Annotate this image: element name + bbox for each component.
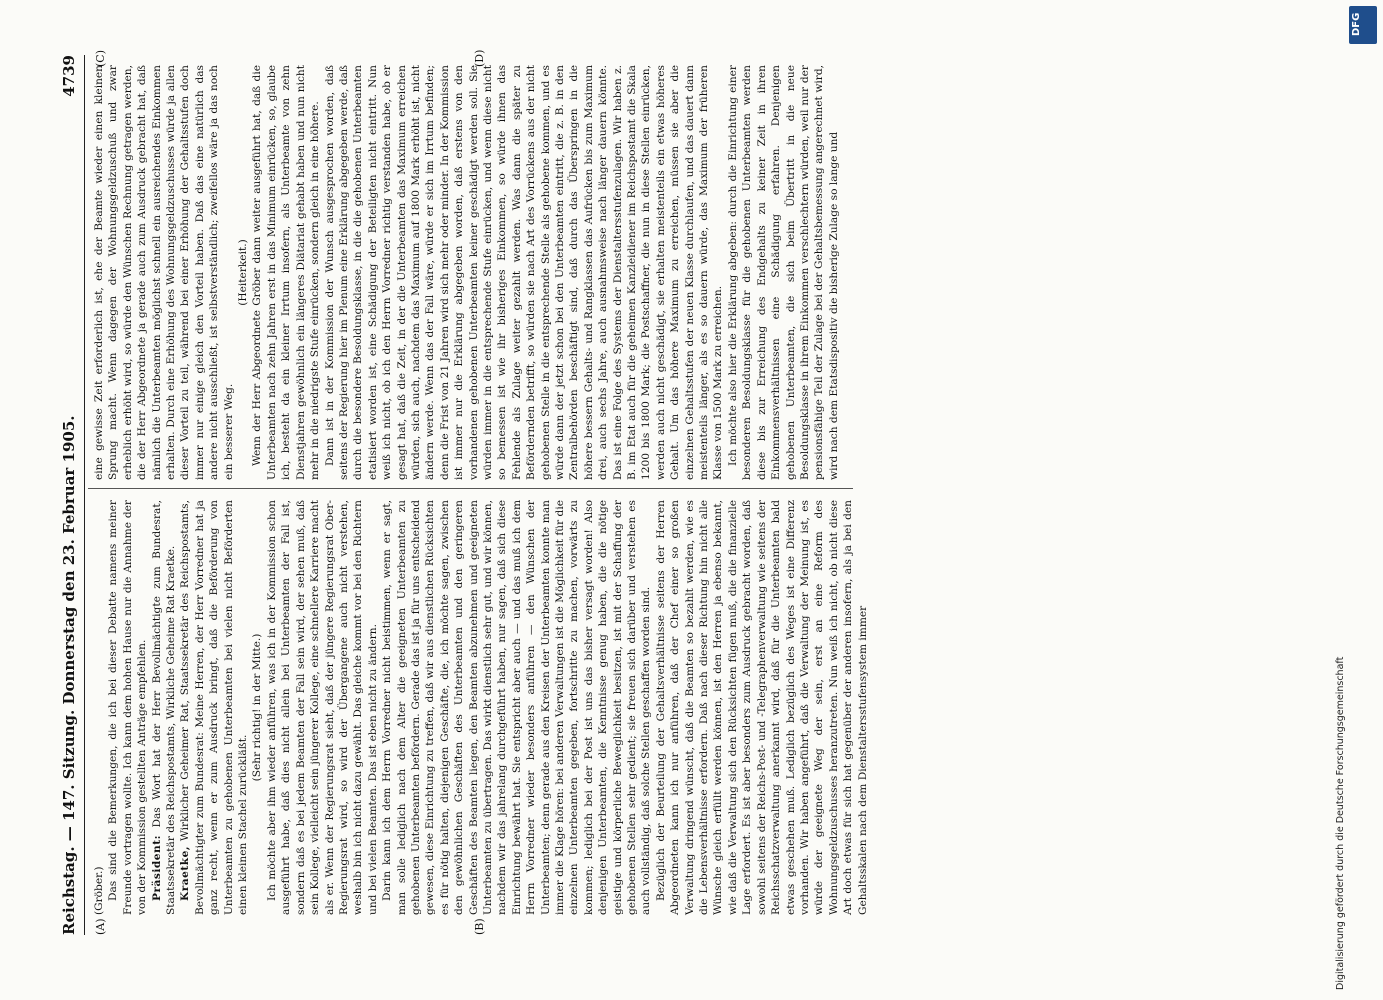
paragraph: Ich möchte aber ihm wieder anführen, was ich in der Kommission schon ausgeführt habe, daß dies nicht allein bei Unterbeamten der Fall ist, sondern daß es bei jedem Beamten der Fall sein wird, der sehen muß, daß sein Kollege, vielleicht sein jüngerer Kollege, eine schnellere Karriere macht als er. Wenn der Regierungsrat sieht, daß der jüngere Regierungsrat Ober-Regierungsrat wird, so wird der Übergangene auch nicht verstehen, weshalb bin ich nicht dazu gewählt. Das gleiche kommt vor bei den Richtern und bei vielen Beamten. Das ist eben nicht zu ändern. bbox=[265, 500, 379, 915]
paragraph-text: Wirklicher Geheimer Rat, Staatssekretär des Reichspostamts, Bevollmächtigter zum Bundesrat: Meine Herren, der Herr Vorredner hat ja ganz recht, wenn er zum Ausdruck bringt, daß die Beförderung von Unterbeamten zu gehobenen Unterbeamten bei vielen nicht Beförderten einen kleinen Stachel zurückläßt. bbox=[179, 500, 250, 915]
paragraph-praesident bbox=[150, 500, 179, 915]
interjection: (Sehr richtig! in der Mitte.) bbox=[251, 633, 264, 782]
dfg-logo bbox=[1349, 6, 1377, 44]
margin-marker-d: (D) bbox=[473, 49, 486, 67]
margin-marker-b: (B) bbox=[473, 918, 486, 935]
left-column bbox=[92, 500, 869, 915]
paragraph: Das sind die Bemerkungen, die ich bei dieser Debatte namens meiner Freunde vortragen wollte. Ich kann dem hohen Hause nur die Annahme der von der Kommission gestellten Anträge empfehlen. bbox=[107, 500, 149, 915]
paragraph-kraetke bbox=[178, 500, 250, 915]
rotated-page-content bbox=[58, 49, 869, 935]
paragraph: eine gewisse Zeit erforderlich ist, ehe der Beamte wieder einen kleinen Sprung macht. Wenn dagegen der Wohnungsgeldzuschuß und zwar erheblich erhöht wird, so würde den Wünschen Rechnung getragen werden, die der Herr Abgeordnete ja gerade auch zum Ausdruck gebracht hat, daß nämlich die Unterbeamten möglichst schnell ein ausreichendes Einkommen erhalten. Durch eine Erhöhung des Wohnungsgeldzuschusses würde ja allen dieser Vorteil zu teil, während bei einer Erhöhung der Gehaltsstufen doch immer nur einige gleich den Vorteil haben. Daß das eine natürlich das andere nicht ausschließt, ist selbstverständlich; zweifellos wäre ja das noch ein besserer Weg. bbox=[93, 65, 235, 480]
speaker-name: Kraetke, bbox=[179, 845, 192, 901]
paragraph: Ich möchte also hier die Erklärung abgeben: durch die Einrichtung einer besonderen Besoldungsklasse für die gehobenen Unterbeamten werden diese bis zur Erreichung des Endgehalts zu keiner Zeit in ihren Einkommensverhältnissen eine Schädigung erfahren. Denjenigen gehobenen Unterbeamten, die sich beim Übertritt in die neue Besoldungsklasse in ihrem Einkommen verschlechtern würden, weil nur der pensionsfähige Teil der Zulage bei der Gehaltsbemessung angerechnet wird, wird nach dem Etatsdispositiv die bisherige Zulage so lange und bbox=[726, 65, 840, 480]
digitization-note: Digitalisierung gefördert durch die Deutsche Forschungsgemeinschaft bbox=[1335, 656, 1346, 990]
column-divider bbox=[88, 488, 853, 489]
paragraph: Dann ist in der Kommission der Wunsch ausgesprochen worden, daß seitens der Regierung hier im Plenum eine Erklärung abgegeben werde, daß durch die besondere Besoldungsklasse, in die die gehobenen Unterbeamten etatisiert worden ist, eine Schädigung der Beteiligten nicht eintritt. Nun weiß ich nicht, ob ich den Herrn Vorredner richtig verstanden habe, ob er gesagt hat, daß die Zeit, in der die Unterbeamten das Maximum erreichen würden, sich auch, nachdem das Maximum auf 1800 Mark erhöht ist, nicht ändern werde. Wenn das der Fall wäre, würde er sich im Irrtum befinden; denn die Frist von 21 Jahren wird sich mehr oder minder. In der Kommission ist immer nur die Erklärung abgegeben worden, daß erstens von den vorhandenen gehobenen Unterbeamten keiner geschädigt werden soll. Sie würden immer in die entsprechende Stufe einrücken, und wenn diese nicht so bemessen ist wie ihr bisheriges Einkommen, so würde ihnen das Fehlende als Zulage weiter gezahlt werden. Was dann die später zu Befördernden betrifft, so würden sie nach Art des Vorrückens aus der nicht gehobenen Stelle in die entsprechende Stelle als gehobene kommen, und es würde dann der jetzt schon bei den Unterbeamten eintritt, die z. B. in den Zentralbehörden beschäftigt sind, daß durch das Überspringen in die höhere bessern Gehalts- und Rangklassen das Aufrücken bis zum Maximum drei, auch sechs Jahre, auch ausnahmsweise nach länger dauern könnte. Das ist eine Folge des Systems der Dienstaltersstufenzulagen. Wir haben z. B. im Etat auch für die geheimen Kanzleidiener im Reichspostamt die Skala 1200 bis 1800 Mark; die Postschaffner, die nun in diese Stellen einrücken, werden auch nicht geschädigt, sie erhalten meistenteils ein etwas höheres Gehalt. Um das höhere Maximum zu erreichen, müssen sie aber die einzelnen Gehaltsstufen der neuen Klasse durchlaufen, und das dauert dann meistenteils länger, als es so dauern würde, das Maximum der früheren Klasse von 1500 Mark zu erreichen. bbox=[323, 65, 725, 480]
speaker-note: (Gröber.) bbox=[93, 866, 105, 915]
paragraph: Wenn der Herr Abgeordnete Gröber dann weiter ausgeführt hat, daß die Unterbeamten nach zehn Jahren erst in das Minimum einrücken, so, glaube ich, besteht da ein kleiner Irrtum insofern, als Unterbeamte von zehn Dienstjahren gewöhnlich ein längeres Diätariat gehabt haben und nun nicht mehr in die niedrigste Stufe einrücken, sondern gleich in eine höhere. bbox=[251, 65, 322, 480]
running-head-title: Reichstag. — 147. Sitzung. Donnerstag den 23. Februar 1905. bbox=[60, 415, 78, 935]
paragraph: Bezüglich der Beurteilung der Gehaltsverhältnisse seitens der Herren Abgeordneten kann ich nur anführen, daß der Chef einer so großen Verwaltung dringend wünscht, daß die Beamten so bezahlt werden, wie es die Lebensverhältnisse erfordern. Daß nach dieser Richtung hin nicht alle Wünsche gleich erfüllt werden können, ist den Herren ja ebenso bekannt, wie daß die Verwaltung sich den Rücksichten fügen muß, die die finanzielle Lage erfordert. Es ist aber besonders zum Ausdruck gebracht worden, daß sowohl seitens der Reichs-Post- und -Telegraphenverwaltung wie seitens der Reichsschatzverwaltung anerkannt wird, daß für die Unterbeamten bald etwas geschehen muß. Lediglich bezüglich des Weges ist eine Differenz vorhanden. Wir haben angeführt, daß die Verwaltung der Meinung ist, es würde der geeignete Weg der sein, erst an eine Reform des Wohnungsgeldzuschusses heranzutreten. Nun weiß ich nicht, ob nicht diese Art doch etwas für sich hat gegenüber der anderen insofern, als ja bei den Gehaltsskalen nach dem Dienstaltersstufensystem immer bbox=[654, 500, 869, 915]
dfg-logo-text: DFG bbox=[1351, 12, 1362, 36]
margin-marker-c: (C) bbox=[94, 50, 107, 67]
right-column bbox=[92, 65, 852, 480]
running-head bbox=[58, 55, 85, 935]
interjection: (Heiterkeit.) bbox=[237, 239, 250, 306]
paragraph-text: Das Wort hat der Herr Bevollmächtigte zum Bundesrat, Staatssekretär des Reichspostamts, Wirkliche Geheime Rat Kraetke. bbox=[150, 500, 178, 915]
page-number: 4739 bbox=[60, 55, 78, 97]
speaker-name: Präsident: bbox=[150, 834, 163, 901]
paragraph: Darin kann ich dem Herrn Vorredner nicht beistimmen, wenn er sagt, man solle lediglich nach dem Alter die geeigneten Unterbeamten zu gehobenen Unterbeamten befördern. Gerade das ist ja für uns entscheidend gewesen, diese Einrichtung zu treffen, daß wir aus dienstlichen Rücksichten es für nötig halten, diejenigen Geschäfte, die, ich möchte sagen, zwischen den gewöhnlichen Geschäften des Unterbeamten und den geringeren Geschäften des Beamten liegen, den Beamten abzunehmen und geeigneten Unterbeamten zu übertragen. Das wirkt dienstlich sehr gut, und wir können, nachdem wir das jahrelang durchgeführt haben, nur sagen, daß sich diese Einrichtung bewährt hat. Sie entspricht aber auch — und das muß ich dem Herrn Vorredner wieder besonders anführen — den Wünschen der Unterbeamten; denn gerade aus den Kreisen der Unterbeamten konnte man immer die Klage hören: bei anderen Verwaltungen ist die Möglichkeit für die einzelnen Unterbeamten gegeben, fortschritte zu machen, vorwärts zu kommen; lediglich bei der Post ist uns das bisher versagt worden! Also denjenigen Unterbeamten, die Kenntnisse genug haben, die die nötige geistige und körperliche Beweglichkeit besitzen, ist mit der Schaffung der gehobenen Stellen sehr gedient; sie freuen sich darüber und verstehen es auch vollständig, daß solche Stellen geschaffen worden sind. bbox=[381, 500, 653, 915]
margin-marker-a: (A) bbox=[94, 918, 107, 935]
